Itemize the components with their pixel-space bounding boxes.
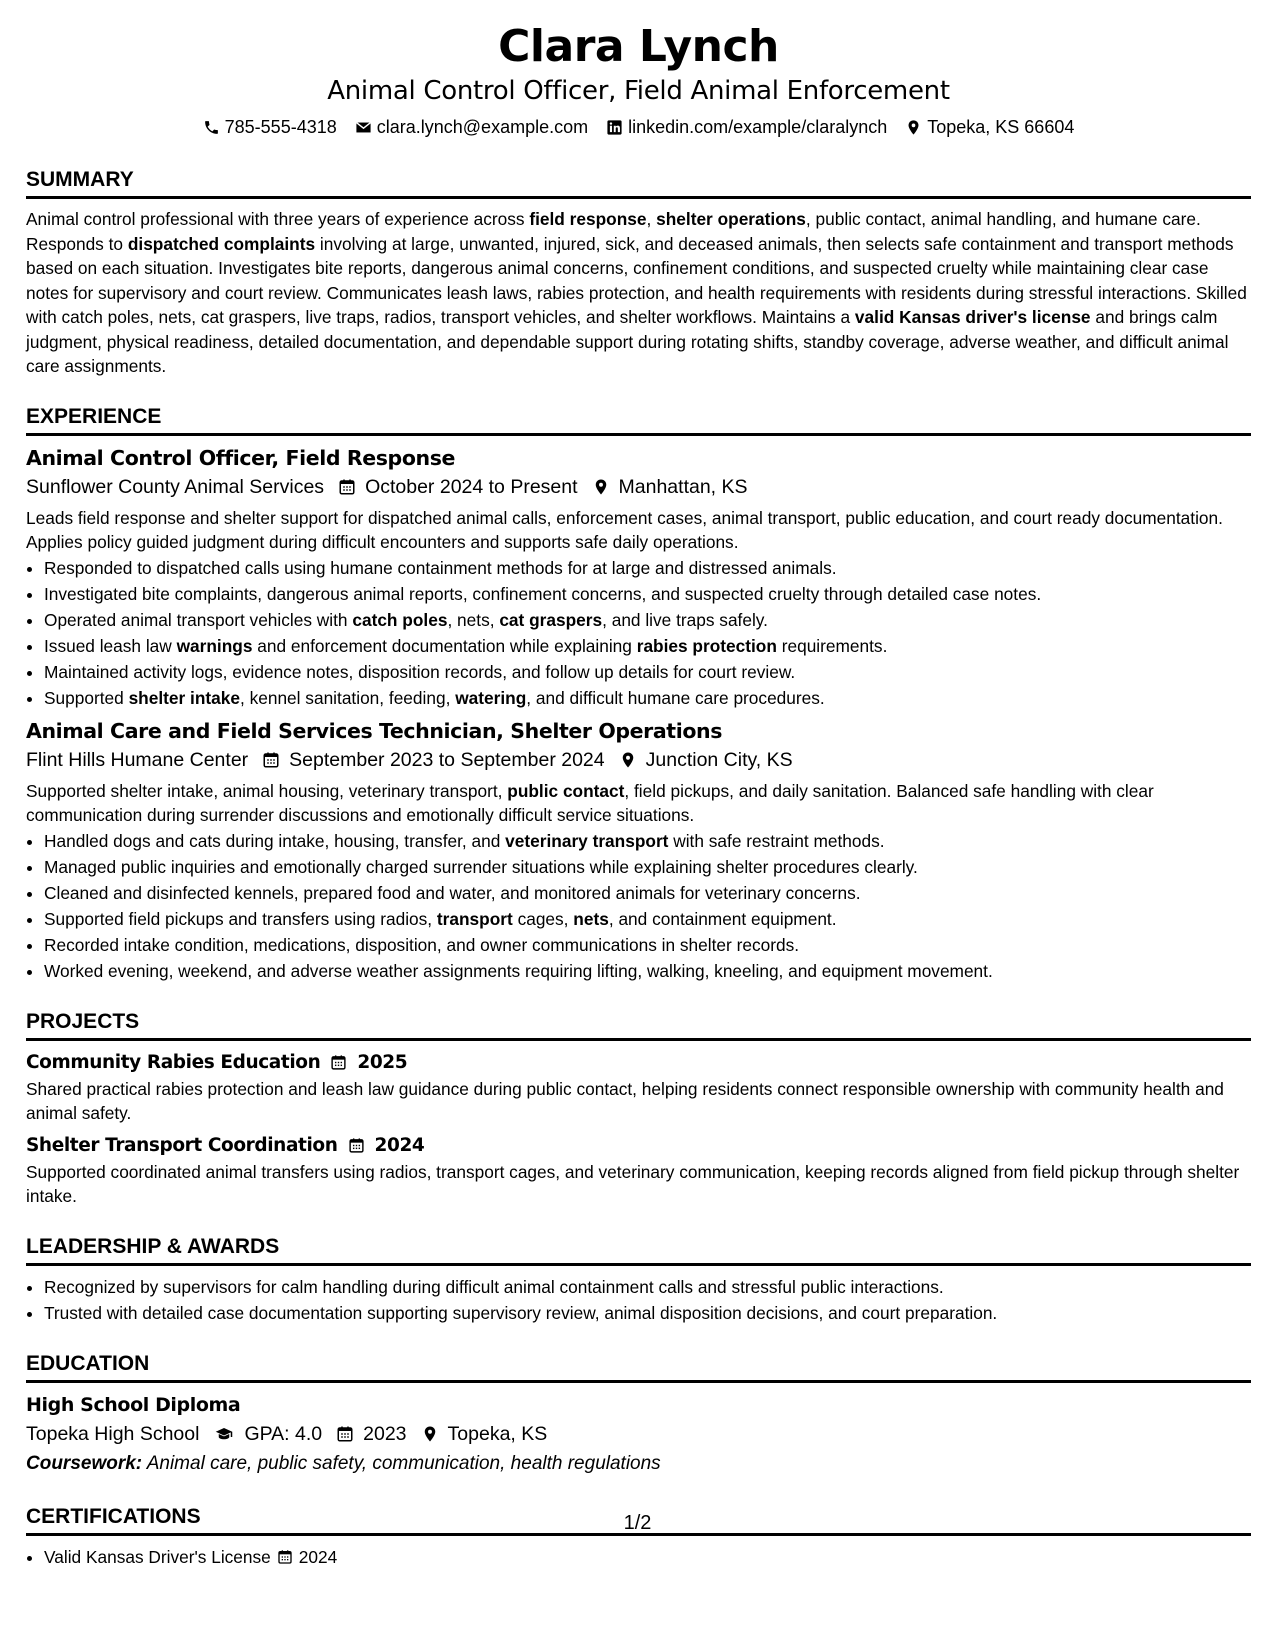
education-gpa: GPA: 4.0 (213, 1419, 322, 1449)
project-entry (26, 1049, 1251, 1126)
contact-phone (203, 112, 337, 142)
list-item: • Cleaned and disinfected kennels, prepared food and water, and monitored animals for veterinary concerns. (44, 880, 1251, 906)
list-item: • Issued leash law warnings and enforcement documentation while explaining rabies protection requirements. (44, 633, 1251, 659)
list-item: • Supported field pickups and transfers using radios, transport cages, nets, and containment equipment. (44, 906, 1251, 932)
education-year: 2023 (336, 1419, 406, 1449)
map-pin-icon (619, 751, 637, 769)
phone-icon (203, 119, 220, 136)
project-year: 2024 (374, 1134, 425, 1156)
calendar-icon (336, 1425, 354, 1443)
calendar-icon (262, 751, 280, 769)
job-description: Leads field response and shelter support for dispatched animal calls, enforcement cases, animal transport, public education, and court ready documentation. Applies policy guided judgment during difficult encounters and supports safe daily operations. (26, 507, 1223, 552)
school-name: Topeka High School (26, 1422, 200, 1445)
phone-text: 785-555-4318 (224, 117, 337, 137)
certification-list (26, 1544, 1251, 1570)
calendar-icon (277, 1549, 293, 1565)
list-item: • Worked evening, weekend, and adverse weather assignments requiring lifting, walking, kneeling, and equipment movement. (44, 958, 1251, 984)
candidate-role: Animal Control Officer, Field Animal Enforcement (327, 76, 950, 106)
list-item: • Responded to dispatched calls using humane containment methods for at large and distressed animals. (44, 555, 1251, 581)
job-location: Junction City, KS (619, 745, 793, 775)
location-text: Topeka, KS 66604 (927, 117, 1075, 137)
coursework: Coursework: Animal care, public safety, communication, health regulations (26, 1452, 661, 1474)
list-item: • Trusted with detailed case documentation supporting supervisory review, animal disposition decisions, and court preparation. (44, 1300, 1251, 1326)
candidate-name: Clara Lynch (498, 21, 779, 72)
summary-section (26, 150, 1251, 379)
job-description: Supported shelter intake, animal housing, veterinary transport, public contact, field pickups, and daily sanitation. Balanced safe handling with clear communication during surrender discussions and emotionally difficult service situations. (26, 780, 1154, 825)
section-title-projects: PROJECTS (26, 992, 1251, 1041)
experience-section (26, 387, 1251, 984)
map-pin-icon (421, 1425, 439, 1443)
envelope-icon (355, 119, 372, 136)
job-bullets (26, 828, 1251, 984)
contact-location (905, 112, 1074, 142)
map-pin-icon (592, 478, 610, 496)
job-dates: October 2024 to Present (338, 472, 577, 502)
resume-header (26, 20, 1251, 142)
calendar-icon (330, 1054, 347, 1071)
job-meta (26, 472, 1251, 502)
certification-year: 2024 (298, 1546, 338, 1567)
job-dates: September 2023 to September 2024 (262, 745, 604, 775)
leadership-section (26, 1217, 1251, 1326)
list-item: • Handled dogs and cats during intake, housing, transfer, and veterinary transport with safe restraint methods. (44, 828, 1251, 854)
section-title-summary: SUMMARY (26, 150, 1251, 199)
project-description: Shared practical rabies protection and leash law guidance during public contact, helping residents connect responsible ownership with community health and animal safety. (26, 1078, 1224, 1123)
education-section (26, 1334, 1251, 1479)
calendar-icon (348, 1137, 365, 1154)
list-item (44, 1544, 1251, 1570)
graduation-cap-icon (213, 1425, 235, 1443)
section-title-experience: EXPERIENCE (26, 387, 1251, 436)
linkedin-text: linkedin.com/example/claralynch (628, 117, 888, 137)
contact-linkedin[interactable] (606, 112, 887, 142)
project-description: Supported coordinated animal transfers using radios, transport cages, and veterinary communication, keeping records aligned from field pickup through shelter intake. (26, 1161, 1240, 1206)
job-meta (26, 745, 1251, 775)
job-org: Sunflower County Animal Services (26, 475, 325, 498)
calendar-icon (338, 478, 356, 496)
page-number: 1/2 (623, 1512, 652, 1534)
job-bullets (26, 555, 1251, 711)
list-item: • Maintained activity logs, evidence notes, disposition records, and follow up details for court review. (44, 659, 1251, 685)
list-item: • Supported shelter intake, kennel sanitation, feeding, watering, and difficult humane care procedures. (44, 685, 1251, 711)
project-year: 2025 (357, 1051, 408, 1073)
list-item: • Recognized by supervisors for calm handling during difficult animal containment calls and stressful public interactions. (44, 1274, 1251, 1300)
project-entry (26, 1132, 1251, 1209)
email-text: clara.lynch@example.com (376, 117, 589, 137)
project-title: Community Rabies Education 2025 (26, 1049, 1251, 1077)
job-location: Manhattan, KS (592, 472, 748, 502)
job-title: Animal Care and Field Services Technician, Shelter Operations (26, 718, 723, 743)
linkedin-icon (606, 119, 623, 136)
section-title-education: EDUCATION (26, 1334, 1251, 1383)
education-location: Topeka, KS (421, 1419, 548, 1449)
section-title-leadership: LEADERSHIP & AWARDS (26, 1217, 1251, 1266)
section-title-certifications: CERTIFICATIONS (26, 1487, 1251, 1536)
summary-text: Animal control professional with three years of experience across field response, shelter operations, public contact, animal handling, and humane care. Responds to dispatched complaints involving at large, unwanted, injured, sick, and deceased animals, then selects safe containment and transport methods based on each situation. Investigates bite reports, dangerous animal concerns, confinement conditions, and suspected cruelty while maintaining clear case notes for supervisory and court review. Communicates leash laws, rabies protection, and health requirements with residents during stressful interactions. Skilled with catch poles, nets, cat graspers, live traps, radios, transport vehicles, and shelter workflows. Maintains a valid Kansas driver's license and brings calm judgment, physical readiness, detailed documentation, and dependable support during rotating shifts, standby coverage, adverse weather, and difficult animal care assignments. (26, 209, 1247, 376)
leadership-bullets (26, 1274, 1251, 1326)
list-item: • Managed public inquiries and emotionally charged surrender situations while explaining shelter procedures clearly. (44, 854, 1251, 880)
job-entry (26, 444, 1251, 711)
job-title: Animal Control Officer, Field Response (26, 445, 456, 470)
degree-title: High School Diploma (26, 1393, 241, 1416)
project-title: Shelter Transport Coordination 2024 (26, 1132, 1251, 1160)
certification-name: • Valid Kansas Driver's License (44, 1546, 271, 1567)
list-item: • Investigated bite complaints, dangerous animal reports, confinement concerns, and suspected cruelty through detailed case notes. (44, 581, 1251, 607)
contact-line (26, 112, 1251, 142)
job-org: Flint Hills Humane Center (26, 748, 249, 771)
job-entry (26, 717, 1251, 984)
list-item: • Operated animal transport vehicles with catch poles, nets, cat graspers, and live traps safely. (44, 607, 1251, 633)
projects-section (26, 992, 1251, 1209)
education-meta (26, 1419, 1251, 1449)
list-item: • Recorded intake condition, medications, disposition, and owner communications in shelter records. (44, 932, 1251, 958)
map-pin-icon (905, 119, 922, 136)
resume-page (26, 20, 1251, 1570)
contact-email[interactable] (355, 112, 588, 142)
